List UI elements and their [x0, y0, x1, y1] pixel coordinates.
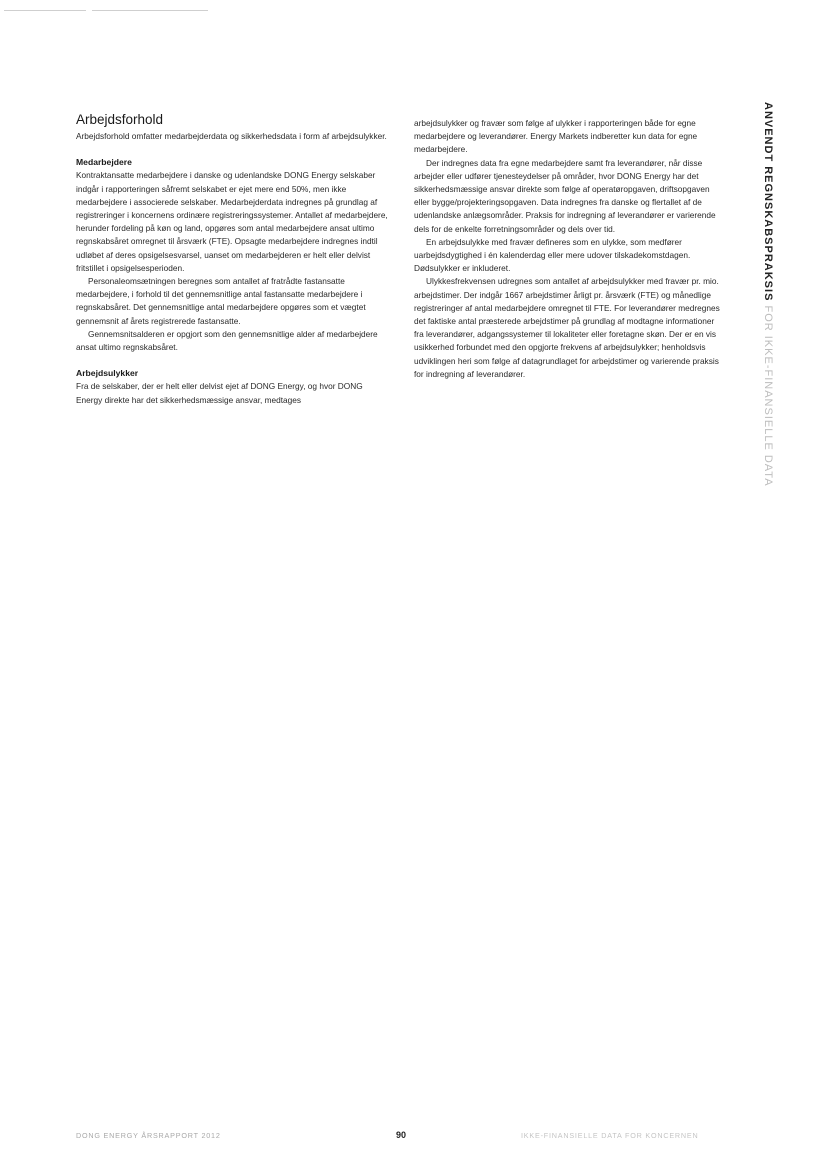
section-tab-bold: ANVENDT REGNSKABSPRAKSIS: [762, 102, 774, 302]
header-rule: [4, 10, 86, 11]
body-paragraph: Ulykkesfrekvensen udregnes som antallet af arbejdsulykker med fravær pr. mio. arbejdstimer. Der indgår 1667 arbejdstimer årligt pr. årsværk (FTE) og månedlige registreringer af antal medarbejdere omregnet til FTE. For leverandører medregnes det faktiske antal præsterede arbejdstimer på grundlag af modtagne informationer fra leverandører, adgangssystemer til lokaliteter eller foretagne skøn. Der er en vis usikkerhed forbundet med den opgjorte frekvens af arbejdsulykker; henholdsvis udviklingen heri som følge af datagrundlaget for arbejdstimer og varierende praksis for indregning af leverandører.: [414, 276, 720, 379]
section-heading-arbejdsulykker: Arbejdsulykker: [76, 368, 139, 379]
body-paragraph: Der indregnes data fra egne medarbejdere samt fra leverandører, når disse arbejder eller udfører tjenesteydelser på områder, hvor DONG Energy har det sikkerhedsmæssige ansvar direkte som følge af operatøropgaven, driftsopgaven eller bygge/projekteringsopgaven. Data indregnes fra danske og flertallet af de udenlandske anlægsområder. Praksis for indregning af leverandører er varierende dels for de enkelte forretningsområder og dels over tid.: [414, 157, 716, 234]
body-paragraph: Fra de selskaber, der er helt eller delvist ejet af DONG Energy, og hvor DONG Energy direkte har det sikkerhedsmæssige ansvar, medtages: [76, 381, 363, 405]
body-paragraph: Personaleomsætningen beregnes som antallet af fratrådte fastansatte medarbejdere, i forhold til det gennemsnitlige antal fastansatte medarbejdere i regnskabsåret. Det gennemsnitlige antal medarbejdere opgøres som et vægtet gennemsnit af årets registrerede fastansatte.: [76, 276, 366, 326]
header-rule: [92, 10, 208, 11]
footer-report-title: DONG ENERGY ÅRSRAPPORT 2012: [76, 1131, 221, 1140]
body-paragraph: Gennemsnitsalderen er opgjort som den gennemsnitlige alder af medarbejdere ansat ultimo regnskabsåret.: [76, 328, 378, 353]
vertical-section-tab: [757, 102, 777, 572]
footer-section-title: IKKE-FINANSIELLE DATA FOR KONCERNEN: [521, 1131, 699, 1140]
right-column: [414, 117, 726, 381]
page-title: Arbejdsforhold: [76, 112, 164, 127]
body-paragraph: En arbejdsulykke med fravær defineres som en ulykke, som medfører uarbejdsdygtighed i én kalenderdag eller mere udover tilskadekomstdagen. Dødsulykker er inkluderet.: [414, 236, 691, 274]
section-heading-medarbejdere: Medarbejdere: [76, 157, 132, 168]
intro-paragraph: Arbejdsforhold omfatter medarbejderdata og sikkerhedsdata i form af arbejdsulykker.: [76, 131, 387, 141]
left-column: [76, 112, 388, 407]
page-number: 90: [396, 1130, 407, 1140]
section-tab-light: FOR IKKE-FINANSIELLE DATA: [762, 301, 774, 487]
body-paragraph: arbejdsulykker og fravær som følge af ulykker i rapporteringen både for egne medarbejdere og leverandører. Energy Markets indberetter kun data for egne medarbejdere.: [414, 118, 698, 155]
body-paragraph: Kontraktansatte medarbejdere i danske og udenlandske DONG Energy selskaber indgår i rapporteringen såfremt selskabet er ejet mere end 50%, men ikke medarbejdere i associerede selskaber. Medarbejderdata indregnes på grundlag af registreringer i koncernens ordinære registreringssystemer. Antallet af medarbejdere, herunder fordeling på køn og land, opgøres som antal medarbejdere ansat ultimo regnskabsåret omregnet til årsværk (FTE). Opsagte medarbejdere indregnes indtil udløbet af deres opsigelsesvarsel, uanset om medarbejderen er helt eller delvist fritstillet i opsigelsesperioden.: [76, 170, 388, 273]
